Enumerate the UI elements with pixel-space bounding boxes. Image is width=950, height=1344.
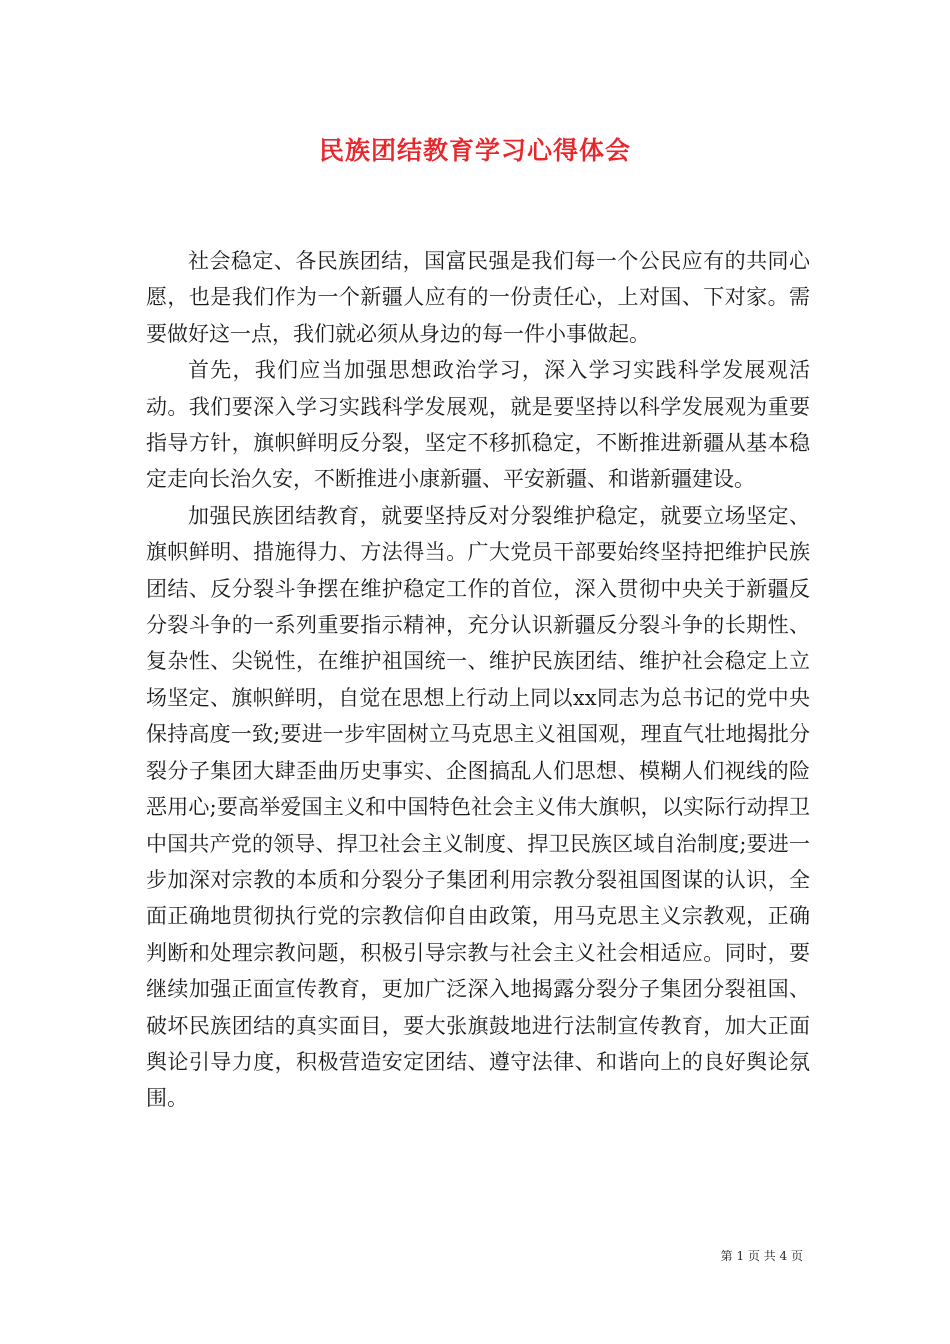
paragraph: 首先，我们应当加强思想政治学习，深入学习实践科学发展观活动。我们要深入学习实践科学发展观，就是要坚持以科学发展观为重要指导方针，旗帜鲜明反分裂，坚定不移抓稳定，不断推进新疆从基本稳定走向长治久安，不断推进小康新疆、平安新疆、和谐新疆建设。: [146, 358, 810, 492]
paragraph: 社会稳定、各民族团结，国富民强是我们每一个公民应有的共同心愿，也是我们作为一个新疆人应有的一份责任心，上对国、下对家。需要做好这一点，我们就必须从身边的每一件小事做起。: [146, 249, 810, 346]
document-title: 民族团结教育学习心得体会: [318, 136, 631, 165]
paragraph: 加强民族团结教育，就要坚持反对分裂维护稳定，就要立场坚定、旗帜鲜明、措施得力、方法得当。广大党员干部要始终坚持把维护民族团结、反分裂斗争摆在维护稳定工作的首位，深入贯彻中央关于新疆反分裂斗争的一系列重要指示精神，充分认识新疆反分裂斗争的长期性、复杂性、尖锐性，在维护祖国统一、维护民族团结、维护社会稳定上立场坚定、旗帜鲜明，自觉在思想上行动上同以xx同志为总书记的党中央保持高度一致;要进一步牢固树立马克思主义祖国观，理直气壮地揭批分裂分子集团大肆歪曲历史事实、企图搞乱人们思想、模糊人们视线的险恶用心;要高举爱国主义和中国特色社会主义伟大旗帜，以实际行动捍卫中国共产党的领导、捍卫社会主义制度、捍卫民族区域自治制度;要进一步加深对宗教的本质和分裂分子集团利用宗教分裂祖国图谋的认识，全面正确地贯彻执行党的宗教信仰自由政策，用马克思主义宗教观，正确判断和处理宗教问题，积极引导宗教与社会主义社会相适应。同时，要继续加强正面宣传教育，更加广泛深入地揭露分裂分子集团分裂祖国、破坏民族团结的真实面目，要大张旗鼓地进行法制宣传教育，加大正面舆论引导力度，积极营造安定团结、遵守法律、和谐向上的良好舆论氛围。: [146, 503, 810, 1111]
page-number: 第 1 页 共 4 页: [720, 1249, 803, 1263]
document-body: [146, 243, 810, 1117]
